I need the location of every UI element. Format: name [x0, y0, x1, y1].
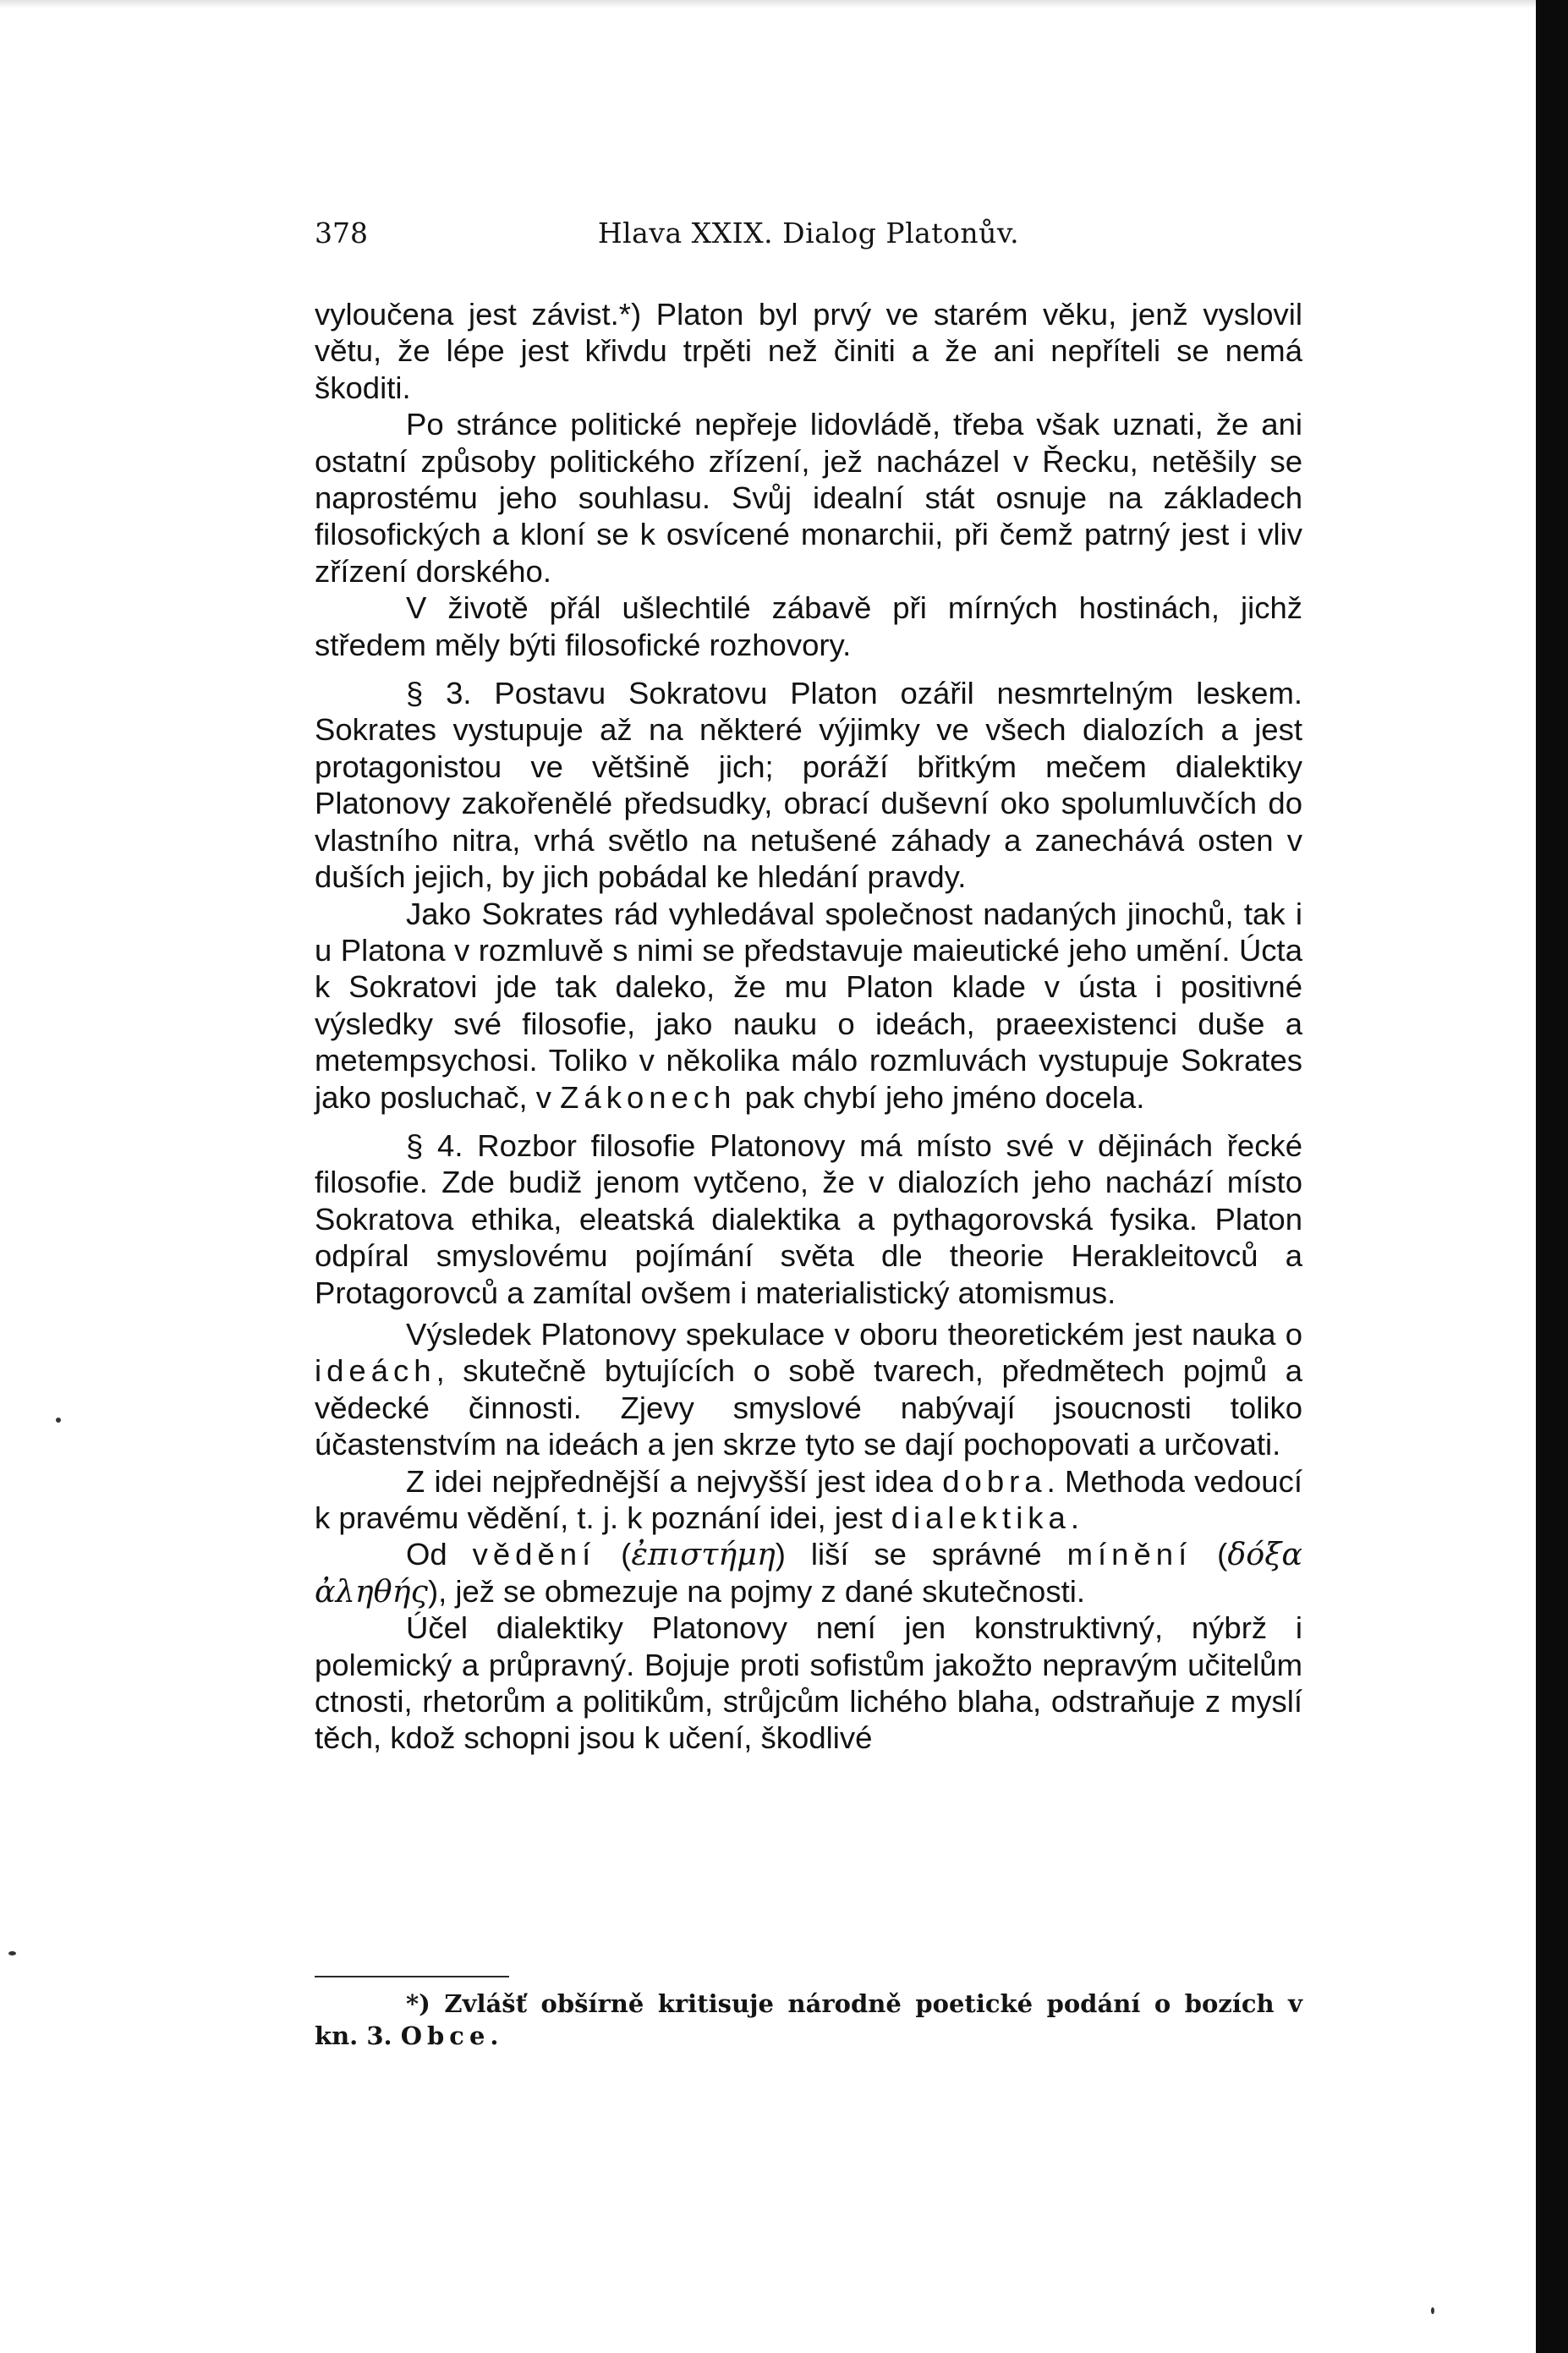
scan-speck	[8, 1951, 16, 1955]
text-run: .	[490, 2021, 499, 2050]
text-run: , skutečně bytujících o sobě tvarech, předmětech pojmů a vědecké činnosti. Zjevy smyslové nabývají jsoucnosti toliko účastenstvím na ideách a jen skrze tyto se dají pochopovati a určovati.	[315, 1353, 1302, 1462]
paragraph	[315, 406, 1302, 590]
text-run: (	[1192, 1537, 1228, 1572]
text-run: pak chybí jeho jméno docela.	[736, 1079, 1145, 1115]
text-run: vyloučena jest závist.*) Platon byl prvý ve starém věku, jenž vyslovil větu, že lépe jest křivdu trpěti než činiti a že ani nepříteli se nemá škoditi.	[315, 297, 1302, 405]
paragraph	[315, 590, 1302, 663]
text-run: § 4. Rozbor filosofie Platonovy má místo své v dějinách řecké filosofie. Zde budiž jenom vytčeno, že v dialozích jeho nachází místo Sokratova ethika, eleatská dialektika a pythagorovská fysika. Platon odpíral smyslovému pojímání světa dle theorie Herakleitovců a Protagorovců a zamítal ovšem i materialistický atomismus.	[315, 1127, 1302, 1310]
text-run: § 3. Postavu Sokratovu Platon ozářil nesmrtelným leskem. Sokrates vystupuje až na některé výjimky ve všech dialozích a jest protagonistou ve většině jich; poráží břitkým mečem dialektiky Platonovy zakořenělé předsudky, obrací duševní oko spolumluvčích do vlastního nitra, vrhá světlo na netušené záhady a zanechává osten v duších jejich, by jich pobádal ke hledání pravdy.	[315, 676, 1302, 895]
paragraph	[315, 896, 1302, 1116]
footnote-paragraph	[315, 1988, 1302, 2052]
scan-speck	[1431, 2307, 1434, 2314]
text-run: V životě přál ušlechtilé zábavě při mírných hostinách, jichž středem měly býti filosofické rozhovory.	[315, 590, 1302, 662]
section-paragraph	[315, 675, 1302, 895]
greek-term: ἐπιστήμη	[631, 1536, 776, 1573]
footnote-rule	[315, 1976, 509, 1977]
body-text	[315, 296, 1302, 1757]
spaced-term: dobra	[942, 1463, 1047, 1499]
text-run: Výsledek Platonovy spekulace v oboru theoretickém jest nauka o	[406, 1316, 1302, 1352]
section-paragraph	[315, 1127, 1302, 1311]
running-header	[315, 217, 1302, 259]
footnote	[315, 1988, 1302, 2052]
text-run: Od	[406, 1537, 473, 1572]
greek-term: δόξα ἀληθής	[315, 1536, 1303, 1610]
spaced-term: mínění	[1066, 1537, 1192, 1572]
paragraph	[315, 1316, 1302, 1463]
spaced-term: vědění	[472, 1537, 596, 1572]
spaced-term: Obce	[400, 2021, 491, 2050]
running-title: Hlava XXIX. Dialog Platonův.	[597, 217, 1020, 250]
text-run: ) liší se správné	[775, 1537, 1067, 1572]
scan-right-edge	[1536, 0, 1568, 2353]
scan-top-edge	[0, 0, 1536, 8]
text-run: Po stránce politické nepřeje lidovládě, třeba však uznati, že ani ostatní způsoby politického zřízení, jež nacházel v Řecku, netěšily se naprostému jeho souhlasu. Svůj idealní stát osnuje na základech filosofických a kloní se k osvícené monarchii, při čemž patrný jest i vliv zřízení dorského.	[315, 407, 1302, 589]
text-run: (	[595, 1537, 632, 1572]
text-run: *) Zvlášť obšírně kritisuje národně poetické podání o bozích v kn. 3.	[315, 1989, 1302, 2050]
paragraph	[315, 1536, 1302, 1610]
spaced-term: Zákonech	[560, 1079, 737, 1115]
text-run: ), jež se obmezuje na pojmy z dané skutečnosti.	[427, 1573, 1085, 1609]
spaced-term: dialektika	[891, 1500, 1071, 1535]
text-run: . Methoda vedoucí k pravému vědění, t. j. k poznání idei, jest	[315, 1463, 1302, 1535]
text-run: Účel dialektiky Platonovy není jen konstruktivný, nýbrž i polemický a průpravný. Bojuje proti sofistům jakožto nepravým učitelům ctnosti, rhetorům a politikům, strůjcům lichého blaha, odstraňuje z myslí těch, kdož schopni jsou k učení, škodlivé	[315, 1610, 1302, 1756]
paragraph	[315, 1610, 1302, 1757]
page-number: 378	[315, 217, 368, 250]
text-run: .	[1070, 1500, 1080, 1535]
scan-speck	[56, 1418, 61, 1423]
text-run: Z idei nejpřednější a nejvyšší jest idea	[406, 1463, 943, 1499]
paragraph	[315, 1463, 1302, 1537]
paragraph	[315, 296, 1302, 406]
text-run: Jako Sokrates rád vyhledával společnost nadaných jinochů, tak i u Platona v rozmluvě s nimi se představuje maieutické jeho umění. Úcta k Sokratovi jde tak daleko, že mu Platon klade v ústa i positivné výsledky své filosofie, jako nauku o ideách, praeexistenci duše a metempsychosi. Toliko v několika málo rozmluvách vystupuje Sokrates jako posluchač, v	[315, 896, 1302, 1115]
spaced-term: ideách	[315, 1353, 436, 1389]
